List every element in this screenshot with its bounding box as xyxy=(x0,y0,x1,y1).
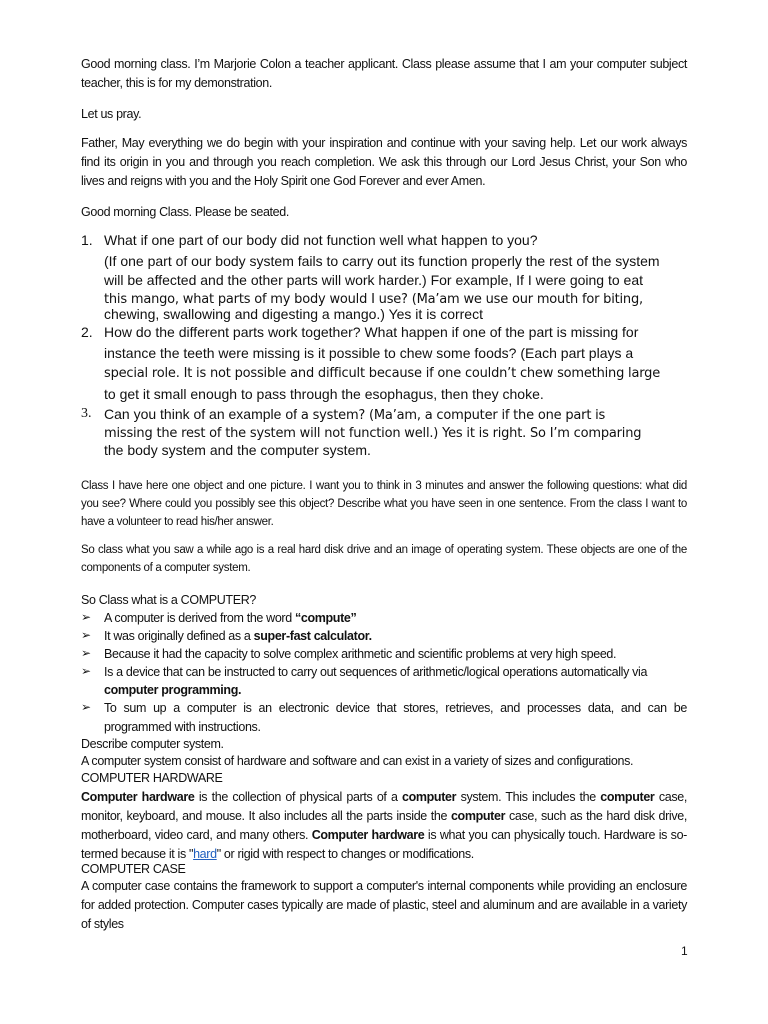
pray-line: Let us pray. xyxy=(81,107,142,121)
case-heading: COMPUTER CASE xyxy=(81,862,186,876)
hardware-computer-3: computer xyxy=(450,809,506,823)
question-2-line-3: special role. It is not possible and difficult because if one couldn’t chew something large xyxy=(104,366,660,381)
question-3-line-1 xyxy=(104,405,688,425)
greeting-paragraph: Good morning class. I’m Marjorie Colon a teacher applicant. Class please assume that I am your computer subject teacher, this is for my demonstration. xyxy=(81,57,687,90)
bullet-arrow-icon: ➢ xyxy=(81,646,92,660)
question-1-line-4: this mango, what parts of my body would I use? (Ma’am we use our mouth for biting, xyxy=(104,292,643,307)
bullet-capacity: Because it had the capacity to solve complex arithmetic and scientific problems at very high speed. xyxy=(104,647,617,661)
bullet-device-bold xyxy=(104,681,687,700)
question-2-line-4: to get it small enough to pass through the esophagus, then they choke. xyxy=(104,386,544,402)
bullet-arrow-icon: ➢ xyxy=(81,610,92,624)
hardware-text-6: " or rigid with respect to changes or modifications. xyxy=(216,847,474,861)
bullet-arrow-icon: ➢ xyxy=(81,700,92,714)
hard-link[interactable]: hard xyxy=(193,847,217,861)
bullet-device: Is a device that can be instructed to carry out sequences of arithmetic/logical operations automatically via xyxy=(104,665,648,679)
question-1-number: 1. xyxy=(81,232,93,248)
bullet-compute-text: A computer is derived from the word xyxy=(104,611,295,625)
question-3-line-1-part-a: Can you think of an example of xyxy=(104,406,301,422)
hard-disk-paragraph: So class what you saw a while ago is a real hard disk drive and an image of operating system. These objects are one of the components of a computer system. xyxy=(81,544,687,574)
case-paragraph: A computer case contains the framework to support a computer's internal components while providing an enclosure for added protection. Computer cases typically are made of plastic, steel and aluminum and are available in a variety of styles xyxy=(81,879,687,931)
hardware-text-1: is the collection of physical parts of a xyxy=(194,790,402,804)
question-1-line-5: chewing, swallowing and digesting a mango.) Yes it is correct xyxy=(104,306,483,322)
question-1-line-3: will be affected and the other parts will work harder.) For example, If I were going to eat xyxy=(104,272,644,288)
question-3-line-1-part-b: a system? (Ma’am, a computer if the one part is xyxy=(300,408,606,423)
question-2-line-1: How do the different parts work together? What happen if one of the part is missing for xyxy=(104,324,639,340)
hardware-text-2: system. This includes the xyxy=(456,790,601,804)
bullet-calculator-text: It was originally defined as a xyxy=(104,629,254,643)
bullet-calculator-bold: super-fast calculator. xyxy=(253,629,372,643)
activity-paragraph: Class I have here one object and one picture. I want you to think in 3 minutes and answer the following questions: what did you see? Where could you possibly see this object? Describe what you have seen in one sentence. From the class I want to have a volunteer to read his/her answer. xyxy=(81,480,687,528)
hardware-term: Computer hardware xyxy=(81,790,195,804)
bullet-arrow-icon: ➢ xyxy=(81,628,92,642)
seated-line: Good morning Class. Please be seated. xyxy=(81,205,290,219)
computer-heading: So Class what is a COMPUTER? xyxy=(81,593,256,607)
question-3-line-3: the body system and the computer system. xyxy=(104,442,371,458)
question-1-line-2: (If one part of our body system fails to carry out its function properly the rest of the system xyxy=(104,253,660,269)
question-3-number: 3. xyxy=(81,406,92,421)
hardware-heading: COMPUTER HARDWARE xyxy=(81,771,223,785)
question-3-line-2: missing the rest of the system will not function well.) Yes it is right. So I’m comparing xyxy=(104,426,642,441)
hardware-computer-2: computer xyxy=(600,790,655,804)
question-1-line-1: What if one part of our body did not function well what happen to you? xyxy=(104,232,538,248)
bullet-sum-up: To sum up a computer is an electronic device that stores, retrieves, and processes data, and can be programmed with instructions. xyxy=(104,701,687,734)
page-number: 1 xyxy=(681,944,688,958)
bullet-compute xyxy=(104,609,687,628)
hardware-text-5: is what you can physically touch. Hardware is so-termed because it is " xyxy=(81,828,687,861)
hardware-computer-1: computer xyxy=(402,790,457,804)
hardware-text-3: case, monitor, keyboard, and mouse. It also includes all the parts inside the xyxy=(81,790,687,823)
hardware-paragraph xyxy=(81,788,687,864)
bullet-compute-bold: “compute” xyxy=(294,611,357,625)
bullet-arrow-icon: ➢ xyxy=(81,664,92,678)
system-text: A computer system consist of hardware and software and can exist in a variety of sizes and configurations. xyxy=(81,754,634,768)
bullet-programming-bold: computer programming. xyxy=(104,683,242,697)
prayer-paragraph: Father, May everything we do begin with your inspiration and continue with your saving help. Let our work always find its origin in you and through you reach completion. We ask this through our Lord Jesus Christ, your Son who lives and reigns with you and the Holy Spirit one God Forever and ever Amen. xyxy=(81,136,687,188)
question-2-number: 2. xyxy=(81,324,93,340)
question-2-line-2: instance the teeth were missing is it possible to chew some foods? (Each part plays a xyxy=(104,345,634,361)
system-heading: Describe computer system. xyxy=(81,737,224,751)
bullet-calculator xyxy=(104,627,687,646)
hardware-term-2: Computer hardware xyxy=(311,828,425,842)
hardware-text-4: case, such as the hard disk drive, motherboard, video card, and many others. xyxy=(81,809,687,842)
